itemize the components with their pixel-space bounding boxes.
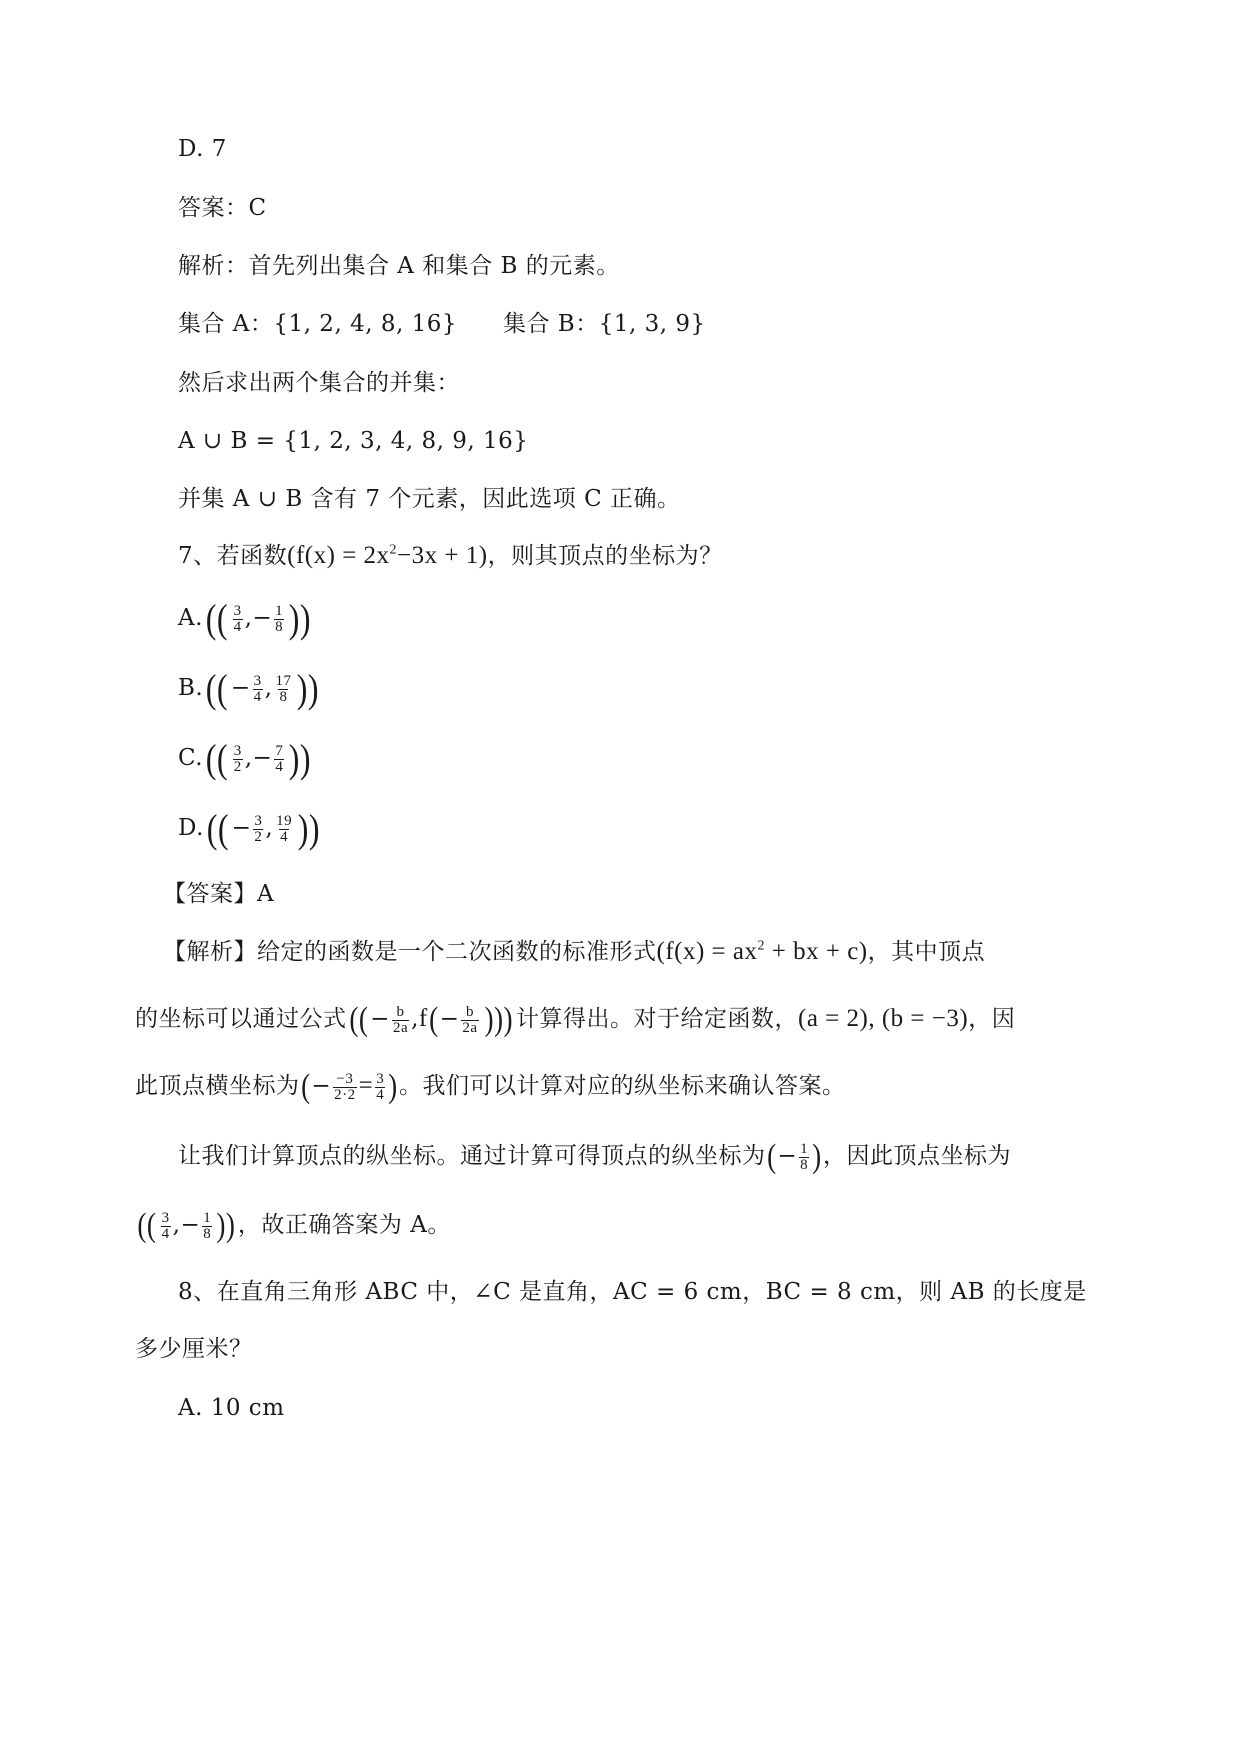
minus: − <box>439 1006 460 1032</box>
explanation-line-4 <box>178 1138 1011 1175</box>
option-b <box>178 666 322 711</box>
fraction: $\frac{3}{2}$ <box>254 812 263 845</box>
exp5-text: ，故正确答案为 A。 <box>237 1212 451 1238</box>
answer-7: 【答案】A <box>163 881 275 907</box>
comma: , <box>264 675 273 701</box>
exp2-text-end: ，因 <box>968 1006 1016 1032</box>
paren-open: (( <box>205 736 228 781</box>
set-a-line: 集合 A：{1, 2, 4, 8, 16} <box>178 311 457 337</box>
explanation-line-5 <box>135 1207 451 1244</box>
exp4-text: 让我们计算顶点的纵坐标。通过计算可得顶点的纵坐标为 <box>178 1143 766 1169</box>
paren-close: )) <box>288 596 312 641</box>
q7-exponent: 2 <box>389 542 398 558</box>
fraction: $\frac{-3}{2\cdot 2}$ <box>334 1070 356 1103</box>
q7-func-part1: (f(x) = 2x <box>287 542 390 569</box>
fraction: $\frac{19}{4}$ <box>276 812 293 845</box>
paren-close: )) <box>297 666 320 711</box>
union-result: A ∪ B = {1, 2, 3, 4, 8, 9, 16} <box>178 428 529 454</box>
analysis-intro: 解析：首先列出集合 A 和集合 B 的元素。 <box>178 253 620 279</box>
question-8-line-1: 8、在直角三角形 ABC 中，∠C 是直角，AC = 6 cm，BC = 8 cm，则 AB 的长度是 <box>178 1279 1087 1305</box>
fraction: $\frac{1}{8}$ <box>800 1140 809 1173</box>
fraction: $\frac{17}{8}$ <box>275 672 292 705</box>
explanation-line-1 <box>163 937 985 967</box>
union-intro: 然后求出两个集合的并集： <box>178 370 460 396</box>
comma: , <box>244 605 253 631</box>
paren-open: ( <box>428 1001 439 1038</box>
exp3-text-end: 。我们可以计算对应的纵坐标来确认答案。 <box>399 1073 846 1099</box>
equals: = <box>358 1072 374 1099</box>
question-8-line-2: 多少厘米？ <box>135 1336 253 1362</box>
option-d-line: D. 7 <box>178 136 227 162</box>
minus: − <box>180 1212 201 1238</box>
exp1-formula-part1: (f(x) = ax <box>656 938 758 965</box>
minus: − <box>252 745 273 771</box>
fraction: $\frac{1}{8}$ <box>275 602 284 635</box>
paren-open: (( <box>205 666 229 711</box>
exp2-values: (a = 2), (b = −3) <box>798 1005 969 1032</box>
comma: , <box>172 1212 181 1238</box>
minus: − <box>231 815 252 841</box>
option-c <box>178 736 314 781</box>
q7-suffix: ，则其顶点的坐标为？ <box>487 543 723 569</box>
fraction: $\frac{1}{8}$ <box>203 1209 212 1242</box>
union-conclusion: 并集 A ∪ B 含有 7 个元素，因此选项 C 正确。 <box>178 486 681 512</box>
minus: − <box>230 675 251 701</box>
fraction: $\frac{b}{2a}$ <box>392 1003 409 1036</box>
paren-open: ( <box>300 1068 311 1105</box>
paren-open: (( <box>137 1207 157 1244</box>
fraction: $\frac{3}{4}$ <box>253 672 262 705</box>
exp2-text-mid: 计算得出。对于给定函数， <box>516 1006 798 1032</box>
exp1-formula-part2: + bx + c) <box>765 938 868 965</box>
exp1-exponent: 2 <box>757 938 765 954</box>
option-a-label: A. <box>178 605 203 631</box>
minus: − <box>370 1006 390 1032</box>
paren-close: ))) <box>484 1001 513 1038</box>
fraction: $\frac{b}{2a}$ <box>462 1003 478 1036</box>
exp2-text: 的坐标可以通过公式 <box>135 1006 347 1032</box>
comma: , <box>411 1006 419 1032</box>
exp3-text: 此顶点横坐标为 <box>135 1073 300 1099</box>
exp4-text-end: ，因此顶点坐标为 <box>822 1143 1011 1169</box>
paren-open: ( <box>766 1138 777 1175</box>
paren-close: ) <box>812 1138 822 1175</box>
q7-prefix: 7、若函数 <box>178 543 288 569</box>
function-f: f <box>418 1005 428 1032</box>
explanation-line-2 <box>135 1001 1016 1038</box>
explanation-line-3 <box>135 1068 846 1105</box>
paren-close: )) <box>297 806 321 851</box>
option-c-label: C. <box>178 745 204 771</box>
option-d <box>178 806 323 851</box>
q8-option-a: A. 10 cm <box>178 1395 285 1421</box>
q7-function <box>287 542 487 569</box>
option-b-label: B. <box>178 675 204 701</box>
fraction: $\frac{3}{4}$ <box>161 1209 170 1242</box>
minus: − <box>252 605 273 631</box>
fraction: $\frac{3}{2}$ <box>233 742 242 775</box>
paren-close: )) <box>289 736 312 781</box>
comma: , <box>265 815 274 841</box>
minus: − <box>777 1143 798 1169</box>
fraction: $\frac{7}{4}$ <box>275 742 284 775</box>
set-b-line: 集合 B：{1, 3, 9} <box>503 311 706 337</box>
minus: − <box>311 1073 332 1099</box>
exp1-text-end: ，其中顶点 <box>867 939 986 965</box>
option-a <box>178 596 314 641</box>
answer-line: 答案：C <box>178 195 267 221</box>
option-d-label: D. <box>178 815 204 841</box>
paren-close: ) <box>388 1068 398 1105</box>
q7-func-part2: −3x + 1) <box>397 542 488 569</box>
fraction: $\frac{3}{4}$ <box>233 602 242 635</box>
paren-open: (( <box>206 806 229 851</box>
paren-open: (( <box>348 1001 368 1038</box>
fraction: $\frac{3}{4}$ <box>376 1070 385 1103</box>
paren-open: (( <box>205 596 228 641</box>
paren-close: )) <box>216 1207 236 1244</box>
comma: , <box>244 745 253 771</box>
question-7 <box>178 541 723 571</box>
exp1-text: 【解析】给定的函数是一个二次函数的标准形式 <box>163 939 657 965</box>
exp1-formula <box>657 938 868 965</box>
